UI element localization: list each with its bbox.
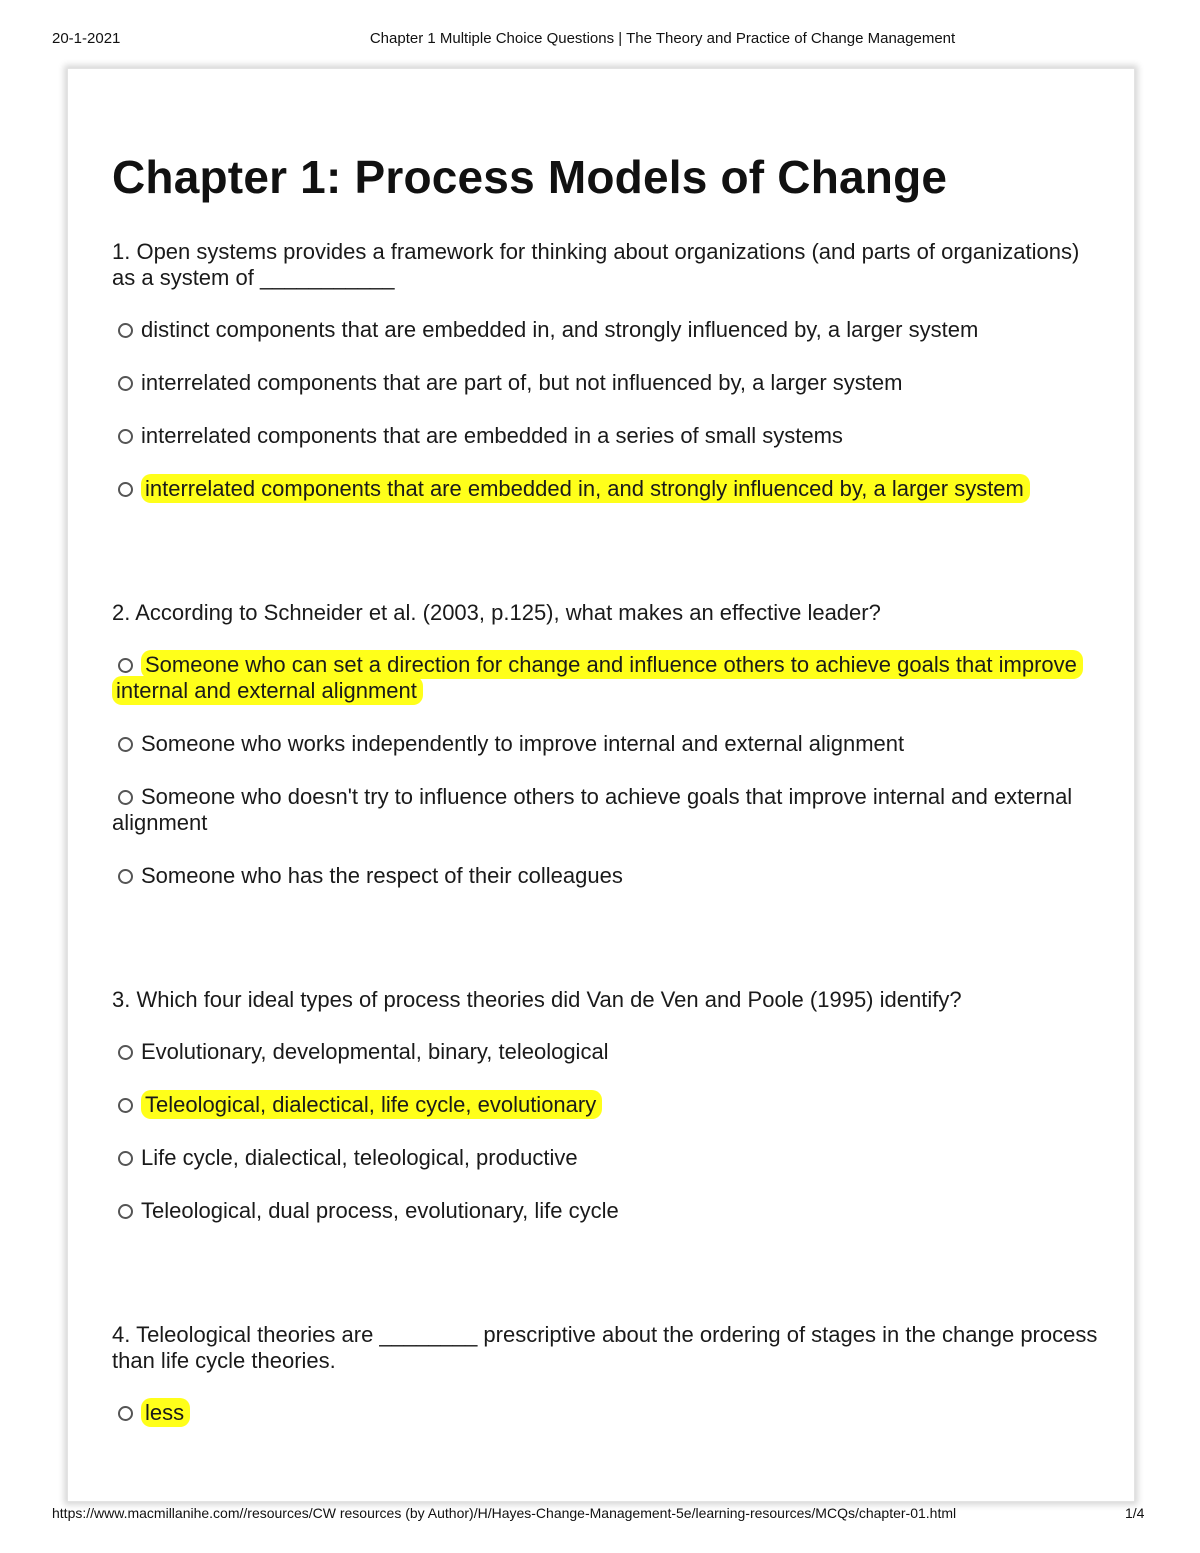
page-title: Chapter 1: Process Models of Change	[112, 151, 948, 203]
answer-label: interrelated components that are part of, but not influenced by, a larger system	[141, 370, 903, 395]
answer-label: Evolutionary, developmental, binary, teleological	[141, 1039, 609, 1064]
answer-option[interactable]	[112, 1092, 1102, 1118]
radio-button-icon[interactable]	[118, 658, 133, 673]
question-text: 4. Teleological theories are ________ prescriptive about the ordering of stages in the change process than life cycle theories.	[112, 1322, 1098, 1373]
radio-button-icon[interactable]	[118, 323, 133, 338]
print-url: https://www.macmillanihe.com//resources/CW resources (by Author)/H/Hayes-Change-Management-5e/learning-resources/MCQs/chapter-01.html	[52, 1505, 957, 1521]
radio-button-icon[interactable]	[118, 1406, 133, 1421]
question-text: 1. Open systems provides a framework for thinking about organizations (and parts of organizations) as a system of ___________	[112, 239, 1080, 290]
radio-button-icon[interactable]	[118, 737, 133, 752]
answer-option[interactable]	[112, 1039, 1102, 1065]
question-4	[112, 1322, 1102, 1426]
answer-option[interactable]	[112, 370, 1102, 396]
highlighted-answer-label: interrelated components that are embedded in, and strongly influenced by, a larger system	[141, 474, 1030, 503]
answer-label: Teleological, dual process, evolutionary, life cycle	[141, 1198, 619, 1223]
radio-button-icon[interactable]	[118, 482, 133, 497]
answer-label: distinct components that are embedded in, and strongly influenced by, a larger system	[141, 317, 979, 342]
print-footer	[0, 1505, 1200, 1525]
radio-button-icon[interactable]	[118, 376, 133, 391]
question-list	[112, 239, 1102, 1426]
answer-option[interactable]	[112, 1198, 1102, 1224]
answer-option[interactable]	[112, 1145, 1102, 1171]
answer-option[interactable]	[112, 423, 1102, 449]
card-content	[112, 149, 1102, 1502]
radio-button-icon[interactable]	[118, 429, 133, 444]
radio-button-icon[interactable]	[118, 869, 133, 884]
answer-option[interactable]	[112, 1400, 1102, 1426]
answer-option[interactable]	[112, 784, 1102, 836]
answer-option[interactable]	[112, 652, 1102, 704]
radio-button-icon[interactable]	[118, 1098, 133, 1113]
question-text: 2. According to Schneider et al. (2003, p.125), what makes an effective leader?	[112, 600, 881, 625]
answer-label: Someone who works independently to improve internal and external alignment	[141, 731, 905, 756]
radio-button-icon[interactable]	[118, 1151, 133, 1166]
question-1	[112, 239, 1102, 502]
answer-option[interactable]	[112, 731, 1102, 757]
highlighted-answer-label: Teleological, dialectical, life cycle, evolutionary	[141, 1090, 602, 1119]
radio-button-icon[interactable]	[118, 1045, 133, 1060]
answer-label: Someone who doesn't try to influence others to achieve goals that improve internal and external alignment	[112, 784, 1073, 835]
highlighted-answer-label: less	[141, 1398, 190, 1427]
answer-label: Someone who has the respect of their colleagues	[141, 863, 623, 888]
page-number: 1/4	[1125, 1505, 1145, 1521]
highlighted-answer-label: Someone who can set a direction for change and influence others to achieve goals that improve internal and external alignment	[112, 650, 1083, 705]
radio-button-icon[interactable]	[118, 1204, 133, 1219]
print-date: 20-1-2021	[52, 30, 121, 47]
question-2	[112, 600, 1102, 889]
print-header	[0, 30, 1200, 50]
print-title: Chapter 1 Multiple Choice Questions | The Theory and Practice of Change Management	[369, 30, 956, 47]
answer-option[interactable]	[112, 863, 1102, 889]
answer-option[interactable]	[112, 476, 1102, 502]
question-text: 3. Which four ideal types of process theories did Van de Ven and Poole (1995) identify?	[112, 987, 962, 1012]
answer-option[interactable]	[112, 317, 1102, 343]
question-card	[67, 68, 1135, 1502]
answer-label: Life cycle, dialectical, teleological, productive	[141, 1145, 578, 1170]
radio-button-icon[interactable]	[118, 790, 133, 805]
answer-label: interrelated components that are embedded in a series of small systems	[141, 423, 843, 448]
question-3	[112, 987, 1102, 1224]
